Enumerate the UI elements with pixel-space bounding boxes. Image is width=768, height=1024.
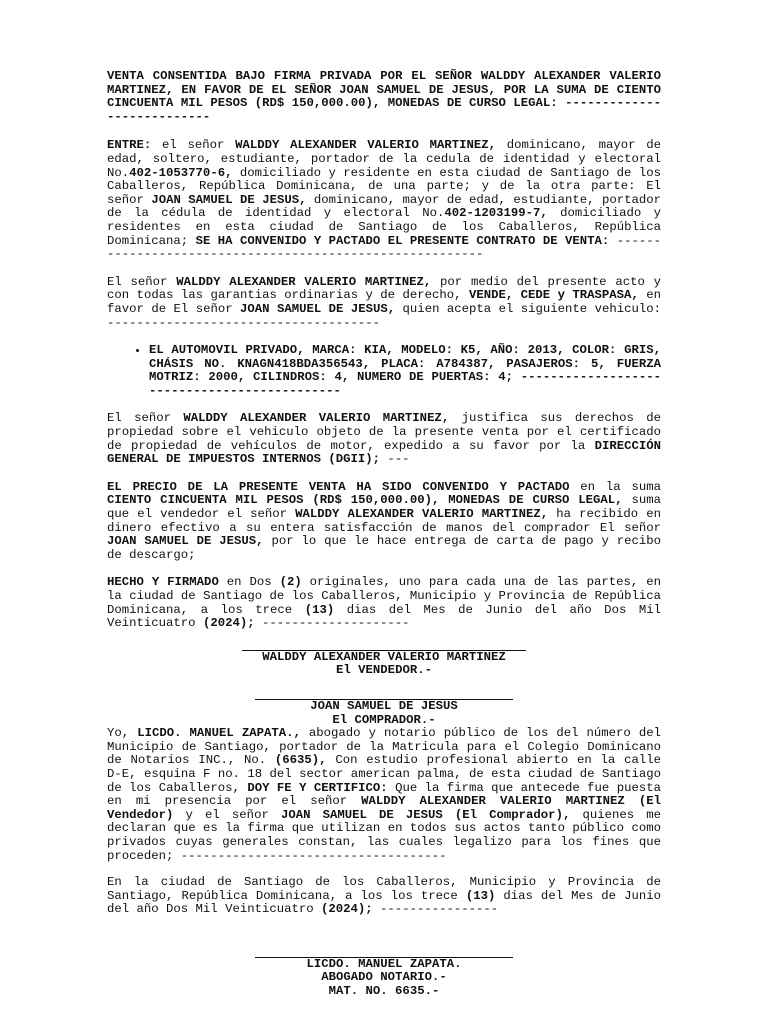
price-lead: EL PRECIO DE LA PRESENTE VENTA HA SIDO CONVENIDO Y PACTADO [107,479,570,494]
notary-name: LICDO. MANUEL ZAPATA., [137,726,301,741]
agreement-clause: SE HA CONVENIDO Y PACTADO EL PRESENTE CONTRATO DE VENTA: [195,233,610,248]
seller-name: WALDDY ALEXANDER VALERIO MARTINEZ (El Vendedor) [107,794,661,822]
agency-name: DIRECCIÓN GENERAL DE IMPUESTOS INTERNOS (DGII); [107,438,661,467]
closing-paragraph: En la ciudad de Santiago de los Caballeros, Municipio y Provincia de Santiago, República Dominicana, a los los trece (13) dias del Mes de Junio del año Dos Mil Veinticuatro (2024); ---------------- [107,875,661,917]
certify-clause: DOY FE Y CERTIFICO: [247,780,388,795]
parties-paragraph: ENTRE: el señor WALDDY ALEXANDER VALERIO MARTINEZ, dominicano, mayor de edad, soltero, estudiante, portador de la cedula de identidad y electoral No.402-1053770-6, domiciliado y residente en esta ciudad de Santiago de los Caballeros, República Dominicana, de una parte; y de la otra parte: El señor JOAN SAMUEL DE JESUS, dominicano, mayor de edad, estudiante, portador de la cédula de identidad y electoral No.402-1203199-7, domiciliado y residentes en esta ciudad de Santiago de los Caballeros, República Dominicana; SE HA CONVENIDO Y PACTADO EL PRESENTE CONTRATO DE VENTA: --------------------------------------------------------- [107,138,662,262]
seller-name: WALDDY ALEXANDER VALERIO MARTINEZ, [295,507,549,522]
sale-paragraph: El señor WALDDY ALEXANDER VALERIO MARTINEZ, por medio del presente acto y con todas las garantias ordinarias y de derecho, VENDE, CEDE y TRASPASA, en favor de El señor JOAN SAMUEL DE JESUS, quien acepta el siguiente vehiculo: ------------------------------------- [107,274,662,330]
buyer-name: JOAN SAMUEL DE JESUS (El Comprador), [280,807,571,822]
price-paragraph: EL PRECIO DE LA PRESENTE VENTA HA SIDO CONVENIDO Y PACTADO en la suma CIENTO CINCUENTA MIL PESOS (RD$ 150,000.00), MONEDAS DE CURSO LEGAL, suma que el vendedor el señor WALDDY ALEXANDER VALERIO MARTINEZ, ha recibido en dinero efectivo a su entera satisfacción de manos del comprador El señor JOAN SAMUEL DE JESUS, por lo que le hace entrega de carta de pago y recibo de descargo; [107,479,662,562]
sale-verbs: VENDE, CEDE y TRASPASA, [468,288,639,303]
vehicle-list [107,344,661,398]
seller-signature-name: WALDDY ALEXANDER VALERIO MARTINEZ [262,649,506,664]
buyer-name: JOAN SAMUEL DE JESUS, [107,534,264,549]
notary-signature-mat: MAT. NO. 6635.- [328,984,440,999]
signed-paragraph: HECHO Y FIRMADO en Dos (2) originales, uno para cada una de las partes, en la ciudad de Santiago de los Caballeros, Municipio y Provincia de República Dominicana, a los trece (13) dias del Mes de Junio del año Dos Mil Veinticuatro (2024); -------------------- [107,575,661,631]
buyer-name: JOAN SAMUEL DE JESUS, [151,192,307,207]
entre-label: ENTRE: [107,138,152,153]
seller-id: 402-1053770-6, [129,165,233,180]
seller-name: WALDDY ALEXANDER VALERIO MARTINEZ, [183,411,450,426]
signed-lead: HECHO Y FIRMADO [107,575,219,590]
price-amount: CIENTO CINCUENTA MIL PESOS (RD$ 150,000.00), MONEDAS DE CURSO LEGAL, [107,493,623,508]
vehicle-item: • EL AUTOMOVIL PRIVADO, MARCA: KIA, MODELO: K5, AÑO: 2013, COLOR: GRIS, CHÁSIS NO. KNAGN418BDA356543, PLACA: A784387, PASAJEROS: 5, FUERZA MOTRIZ: 2000, CILINDROS: 4, NUMERO DE PUERTAS: 4; --------------------------------------------- [149,344,661,398]
seller-name: WALDDY ALEXANDER VALERIO MARTINEZ, [235,138,497,153]
notary-signature-name: LICDO. MANUEL ZAPATA. [306,956,462,971]
document-title: VENTA CONSENTIDA BAJO FIRMA PRIVADA POR EL SEÑOR WALDDY ALEXANDER VALERIO MARTINEZ, EN FAVOR DE EL SEÑOR JOAN SAMUEL DE JESUS, POR LA SUMA DE CIENTO CINCUENTA MIL PESOS (RD$ 150,000.00), MONEDAS DE CURSO LEGAL: --------------------------- [107,69,661,124]
seller-name: WALDDY ALEXANDER VALERIO MARTINEZ, [176,274,432,289]
buyer-signature-name: JOAN SAMUEL DE JESUS [310,698,458,713]
notary-signature-role: ABOGADO NOTARIO.- [321,970,447,985]
document-body [107,70,661,999]
rights-paragraph: El señor WALDDY ALEXANDER VALERIO MARTINEZ, justifica sus derechos de propiedad sobre el vehiculo objeto de la presente venta por el certificado de propiedad de vehículos de motor, expedido a su favor por la DIRECCIÓN GENERAL DE IMPUESTOS INTERNOS (DGII); --- [107,411,661,467]
seller-signature-role: El VENDEDOR.- [336,663,432,678]
notary-paragraph: Yo, LICDO. MANUEL ZAPATA., abogado y notario público de los del número del Municipio de Santiago, portador de la Matricula para el Colegio Dominicano de Notarios INC., No. (6635), Con estudio profesional abierto en la calle D-E, esquina F no. 18 del sector american palma, de esta ciudad de Santiago de los Caballeros, DOY FE Y CERTIFICO: Que la firma que antecede fue puesta en mi presencia por el señor WALDDY ALEXANDER VALERIO MARTINEZ (El Vendedor) y el señor JOAN SAMUEL DE JESUS (El Comprador), quienes me declaran que es la firma que utilizan en todos sus actos tanto público como privados cuyas generales constan, las cuales legalizo para los fines que proceden; ------------------------------------ [107,726,661,863]
buyer-id: 402-1203199-7, [444,206,548,221]
buyer-signature-role: El COMPRADOR.- [332,712,436,727]
buyer-name: JOAN SAMUEL DE JESUS, [240,301,396,316]
